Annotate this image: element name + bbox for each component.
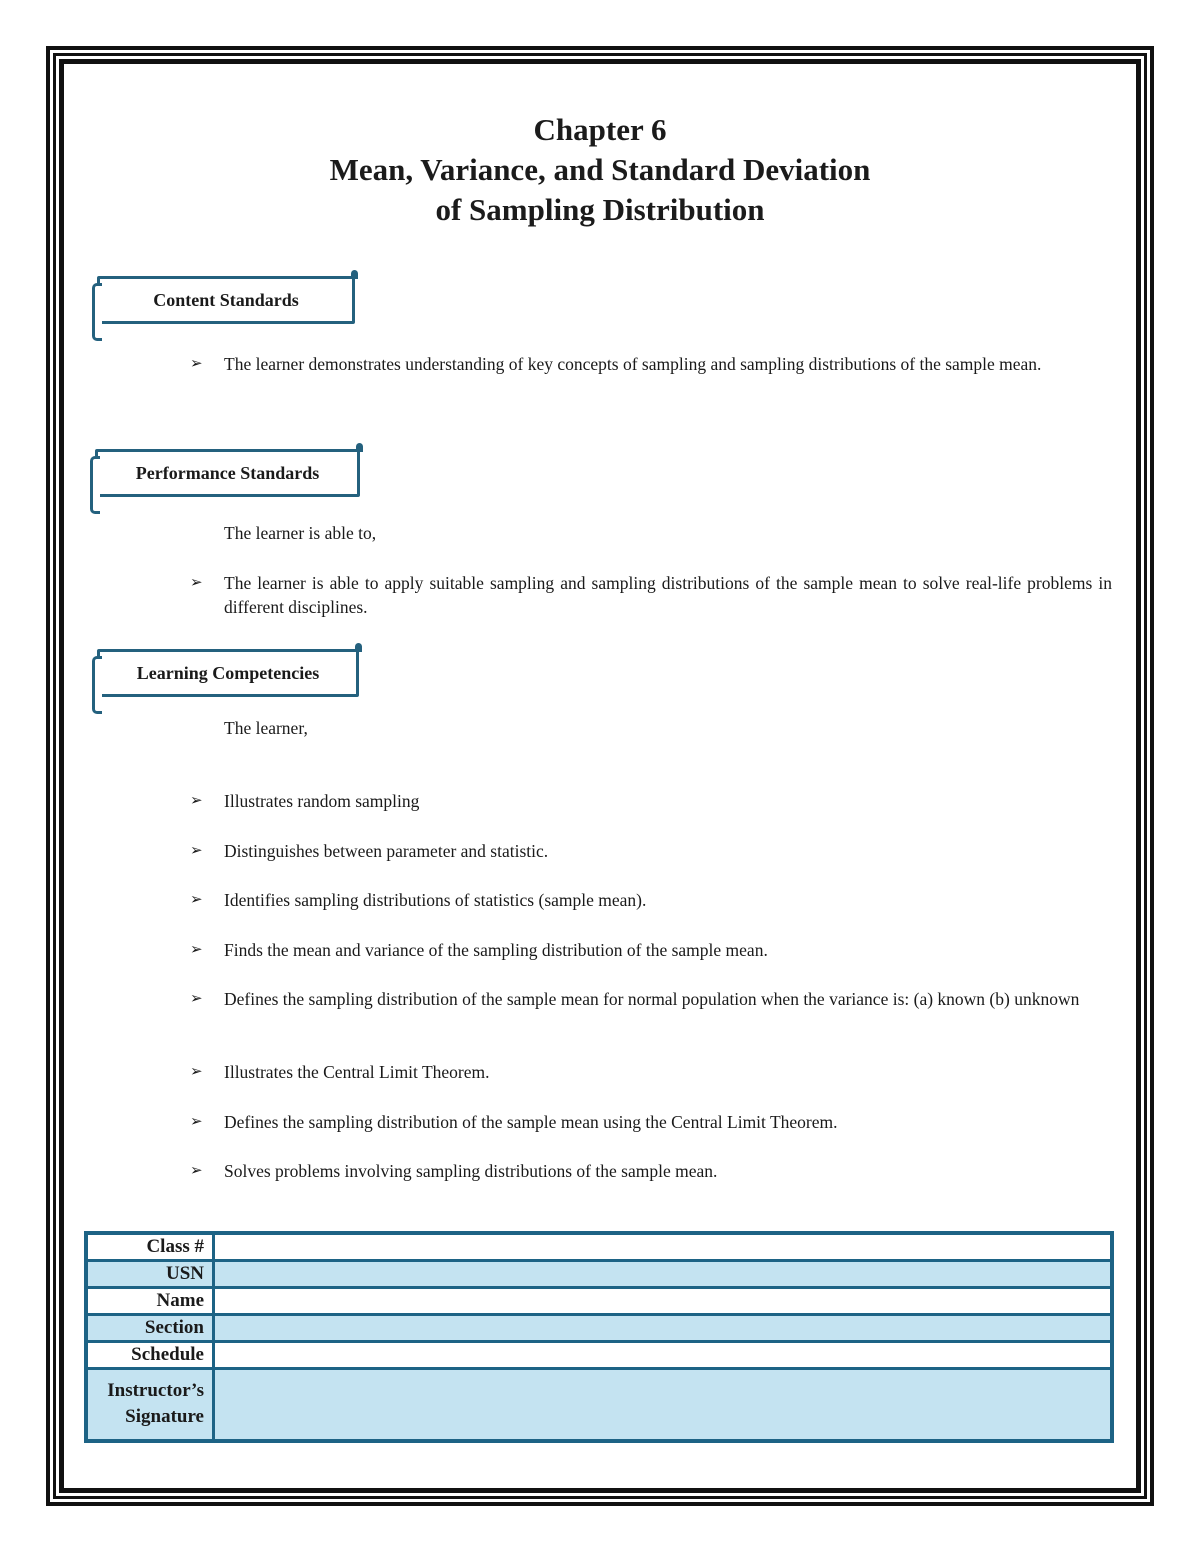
- arrow-bullet-icon: ➢: [190, 892, 203, 908]
- title-line-2: of Sampling Distribution: [435, 192, 765, 227]
- page-title: [0, 110, 1200, 230]
- name-label: Name: [86, 1287, 214, 1314]
- competency-item: ➢ Illustrates random sampling: [190, 791, 420, 811]
- performance-standards-banner: [95, 449, 360, 497]
- table-row: [86, 1287, 1112, 1314]
- class-number-label: Class #: [86, 1233, 214, 1260]
- content-standards-label: Content Standards: [153, 289, 299, 310]
- competency-item: ➢ Illustrates the Central Limit Theorem.: [190, 1062, 490, 1082]
- section-field[interactable]: [214, 1314, 1113, 1341]
- competency-item: ➢ Defines the sampling distribution of the sample mean using the Central Limit Theorem.: [190, 1112, 838, 1132]
- section-label: Section: [86, 1314, 214, 1341]
- name-field[interactable]: [214, 1287, 1113, 1314]
- content-standards-banner: [97, 276, 355, 324]
- signature-field[interactable]: [214, 1368, 1113, 1441]
- competency-item: ➢ Defines the sampling distribution of the sample mean for normal population when the variance is: (a) known (b) unknown: [190, 989, 1080, 1009]
- schedule-label: Schedule: [86, 1341, 214, 1368]
- signature-label-line-1: Instructor’s: [107, 1380, 204, 1402]
- class-number-field[interactable]: [214, 1233, 1113, 1260]
- usn-label: USN: [86, 1260, 214, 1287]
- signature-label: [86, 1368, 214, 1441]
- competency-item: ➢ Finds the mean and variance of the sampling distribution of the sample mean.: [190, 940, 768, 960]
- content-standards-item: ➢ The learner demonstrates understanding of key concepts of sampling and sampling distributions of the sample mean.: [190, 354, 1042, 374]
- table-row: [86, 1341, 1112, 1368]
- schedule-field[interactable]: [214, 1341, 1113, 1368]
- learning-competencies-label: Learning Competencies: [136, 662, 320, 683]
- competency-item: ➢ Solves problems involving sampling distributions of the sample mean.: [190, 1161, 718, 1181]
- learning-competencies-banner: [97, 649, 359, 697]
- table-row: [86, 1233, 1112, 1260]
- arrow-bullet-icon: ➢: [190, 843, 203, 859]
- performance-intro: The learner is able to,: [224, 523, 377, 543]
- competency-item: ➢ Distinguishes between parameter and statistic.: [190, 841, 549, 861]
- signature-label-line-2: Signature: [125, 1406, 204, 1428]
- table-row: [86, 1368, 1112, 1441]
- usn-field[interactable]: [214, 1260, 1113, 1287]
- student-info-table: [84, 1231, 1114, 1443]
- table-row: [86, 1260, 1112, 1287]
- arrow-bullet-icon: ➢: [190, 942, 203, 958]
- performance-standards-label: Performance Standards: [135, 462, 320, 483]
- arrow-bullet-icon: ➢: [190, 991, 203, 1007]
- title-line-1: Mean, Variance, and Standard Deviation: [329, 152, 871, 187]
- chapter-heading: Chapter 6: [533, 112, 667, 147]
- arrow-bullet-icon: ➢: [190, 1114, 203, 1130]
- arrow-bullet-icon: ➢: [190, 793, 203, 809]
- table-row: [86, 1314, 1112, 1341]
- performance-standards-item: ➢ The learner is able to apply suitable sampling and sampling distributions of the sample mean to solve real-life problems in different disciplines.: [190, 573, 1112, 617]
- arrow-bullet-icon: ➢: [190, 356, 203, 372]
- arrow-bullet-icon: ➢: [190, 575, 203, 591]
- arrow-bullet-icon: ➢: [190, 1064, 203, 1080]
- competency-item: ➢ Identifies sampling distributions of statistics (sample mean).: [190, 890, 647, 910]
- arrow-bullet-icon: ➢: [190, 1163, 203, 1179]
- competencies-intro: The learner,: [224, 718, 308, 738]
